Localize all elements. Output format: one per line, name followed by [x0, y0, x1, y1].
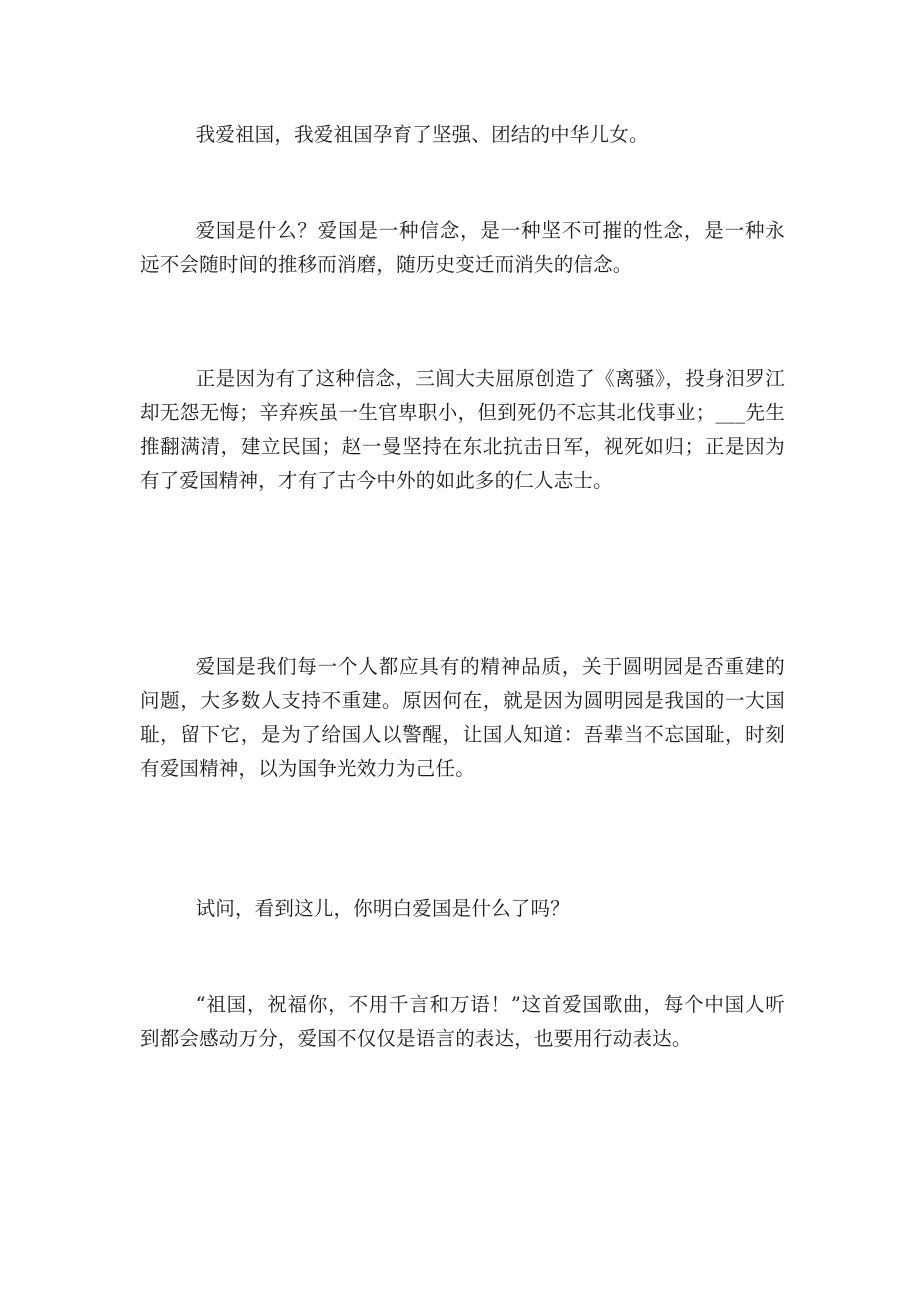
paragraph-4: 爱国是我们每一个人都应具有的精神品质，关于圆明园是否重建的问题，大多数人支持不重建。原因何在，就是因为圆明园是我国的一大国耻，留下它，是为了给国人以警醒，让国人知道：吾辈当不忘国耻，时刻有爱国精神，以为国争光效力为己任。 — [140, 655, 785, 780]
paragraph-3: 正是因为有了这种信念，三闾大夫屈原创造了《离骚》，投身汨罗江却无怨无悔；辛弃疾虽一生官卑职小，但到死仍不忘其北伐事业；___先生推翻满清，建立民国；赵一曼坚持在东北抗击日军，视死如归；正是因为有了爱国精神，才有了古今中外的如此多的仁人志士。 — [140, 367, 785, 492]
paragraph-5: 试问，看到这儿，你明白爱国是什么了吗？ — [195, 897, 570, 920]
paragraph-1: 我爱祖国，我爱祖国孕育了坚强、团结的中华儿女。 — [195, 123, 649, 146]
paragraph-6: “祖国，祝福你，不用千言和万语！”这首爱国歌曲，每个中国人听到都会感动万分，爱国不仅仅是语言的表达，也要用行动表达。 — [140, 993, 785, 1050]
paragraph-2: 爱国是什么？爱国是一种信念，是一种坚不可摧的性念，是一种永远不会随时间的推移而消磨，随历史变迁而消失的信念。 — [140, 219, 785, 276]
